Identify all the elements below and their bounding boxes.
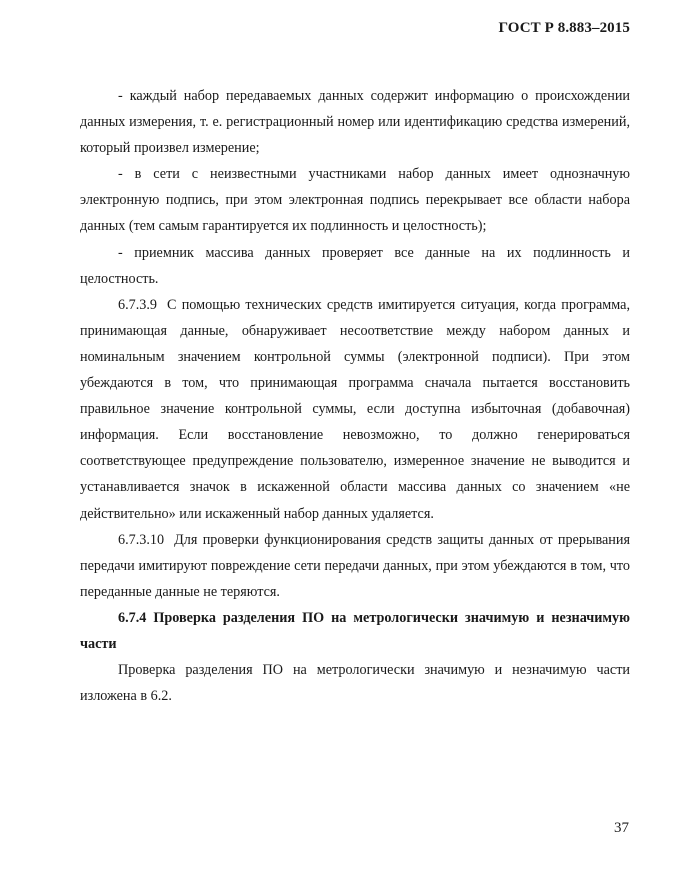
clause-6-7-3-9-text: С помощью технических средств имитируется ситуация, когда программа, принимающая данные, обнаруживает несоответствие между набором данных и номинальным значением контрольной суммы (электронной подписи). При этом убеждаются в том, что принимающая программа сначала пытается восстановить правильное значение контрольной суммы, если доступна избыточная (добавочная) информация. Если восстановление невозможно, то должно генерироваться соответствующее предупреждение пользователю, измеренное значение не выводится и устанавливается значок в искаженной области массива данных со значением «не действительно» или искаженный набор данных удаляется. bbox=[80, 296, 630, 522]
clause-6-7-3-9-number: 6.7.3.9 bbox=[118, 296, 158, 313]
bullet-item-2: - в сети с неизвестными участниками набор данных имеет однозначную электронную подпись, при этом электронная подпись перекрывает все области набора данных (тем самым гарантируется их подлинность и целостность); bbox=[80, 166, 630, 235]
clause-6-7-3-10-text: Для проверки функционирования средств защиты данных от прерывания передачи имитируют повреждение сети передачи данных, при этом убеждаются в том, что переданные данные не теряются. bbox=[80, 531, 630, 600]
document-header: ГОСТ Р 8.883–2015 bbox=[498, 20, 630, 36]
document-body bbox=[80, 83, 630, 709]
clause-6-7-3-9 bbox=[80, 292, 630, 527]
clause-6-7-3-10 bbox=[80, 527, 630, 605]
page-number: 37 bbox=[614, 820, 629, 836]
section-6-7-4-text: Проверка разделения ПО на метрологически значимую и незначимую части изложена в 6.2. bbox=[80, 662, 630, 705]
clause-6-7-3-10-number: 6.7.3.10 bbox=[118, 531, 165, 548]
section-6-7-4-heading: 6.7.4 Проверка разделения ПО на метрологически значимую и незначимую части bbox=[80, 609, 630, 652]
bullet-item-1: - каждый набор передаваемых данных содержит информацию о происхождении данных измерения, т. е. регистрационный номер или идентификацию средства измерений, который произвел измерение; bbox=[80, 88, 630, 157]
bullet-item-3: - приемник массива данных проверяет все данные на их подлинность и целостность. bbox=[80, 244, 630, 287]
